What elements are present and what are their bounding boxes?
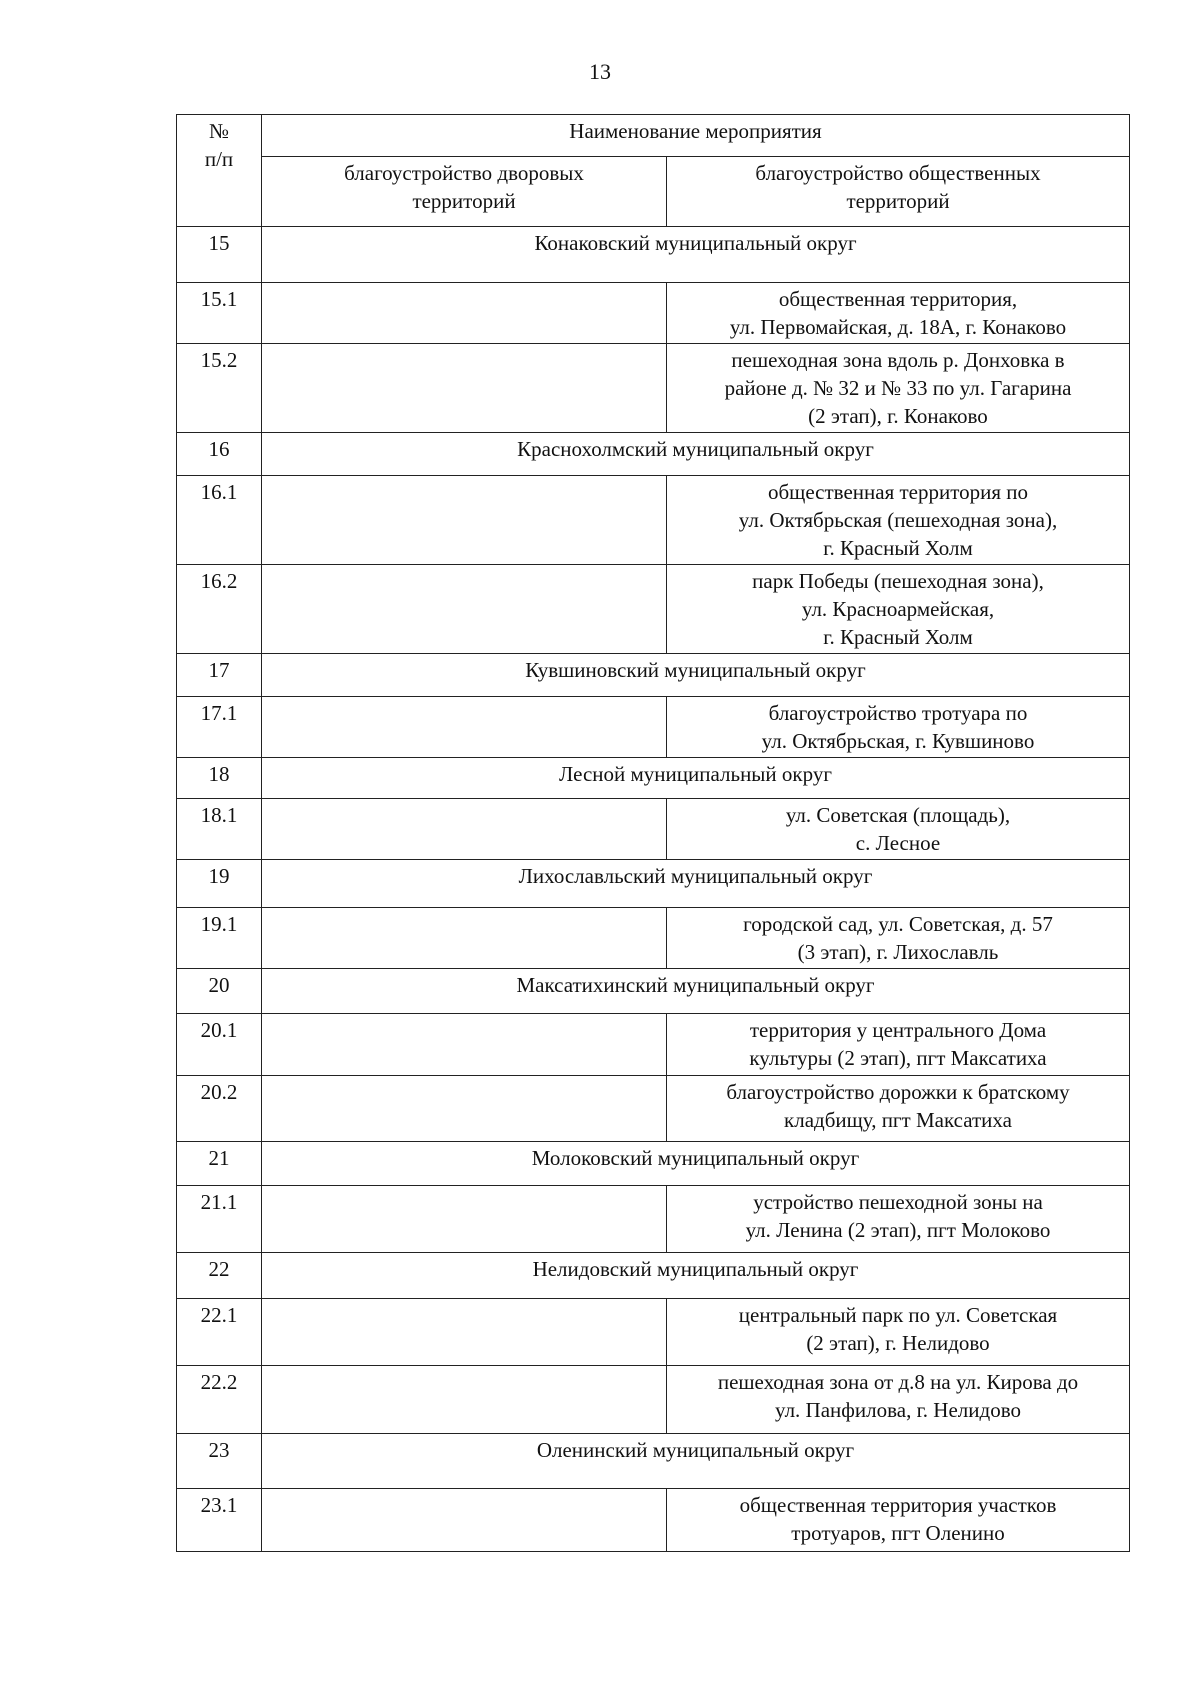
header-num-label: п/п (204, 147, 234, 171)
table-row (177, 1076, 1130, 1142)
row-number: 16.1 (177, 476, 262, 565)
yard-cell (262, 1014, 667, 1076)
header-yard-cell (262, 157, 667, 227)
table-row (177, 1186, 1130, 1253)
row-number: 20.1 (177, 1014, 262, 1076)
section-title: Конаковский муниципальный округ (262, 227, 1130, 283)
section-title: Максатихинский муниципальный округ (262, 969, 1130, 1014)
row-number: 22 (177, 1253, 262, 1299)
section-row (177, 1142, 1130, 1186)
row-number: 18.1 (177, 799, 262, 860)
public-cell-line: г. Красный Холм (823, 625, 973, 649)
page-number: 13 (589, 59, 611, 84)
row-number: 15 (177, 227, 262, 283)
public-cell-line: кладбищу, пгт Максатиха (784, 1108, 1012, 1132)
row-number: 15.2 (177, 344, 262, 433)
public-cell (667, 1186, 1130, 1253)
public-cell (667, 1489, 1130, 1552)
public-cell-line: центральный парк по ул. Советская (738, 1303, 1058, 1327)
public-cell-line: ул. Красноармейская, (801, 597, 995, 621)
row-number: 16.2 (177, 565, 262, 654)
table-row (177, 344, 1130, 433)
section-row (177, 654, 1130, 697)
row-number: 16 (177, 433, 262, 476)
row-number: 17 (177, 654, 262, 697)
yard-cell (262, 283, 667, 344)
public-cell (667, 799, 1130, 860)
header-public-label: благоустройство общественных (755, 161, 1041, 185)
public-cell-line: территория у центрального Дома (749, 1018, 1047, 1042)
section-row (177, 969, 1130, 1014)
section-row (177, 758, 1130, 799)
table-row (177, 283, 1130, 344)
table-row (177, 908, 1130, 969)
public-cell-line: (3 этап), г. Лихославль (797, 940, 999, 964)
row-number: 18 (177, 758, 262, 799)
table-row (177, 565, 1130, 654)
yard-cell (262, 1489, 667, 1552)
section-title: Молоковский муниципальный округ (262, 1142, 1130, 1186)
row-number: 17.1 (177, 697, 262, 758)
section-row (177, 433, 1130, 476)
section-row (177, 1434, 1130, 1489)
header-num-cell (177, 115, 262, 227)
table-row (177, 476, 1130, 565)
public-cell (667, 908, 1130, 969)
row-number: 23 (177, 1434, 262, 1489)
yard-cell (262, 344, 667, 433)
section-row (177, 1253, 1130, 1299)
table-row (177, 1489, 1130, 1552)
yard-cell (262, 476, 667, 565)
public-cell (667, 697, 1130, 758)
public-cell (667, 565, 1130, 654)
header-subrow (177, 157, 1130, 227)
table-row (177, 1299, 1130, 1366)
header-name-label: Наименование мероприятия (569, 119, 822, 143)
table-row (177, 799, 1130, 860)
public-cell-line: ул. Октябрьская (пешеходная зона), (738, 508, 1058, 532)
public-cell (667, 1299, 1130, 1366)
public-cell-line: общественная территория по (767, 480, 1029, 504)
public-cell-line: культуры (2 этап), пгт Максатиха (749, 1046, 1047, 1070)
public-cell-line: ул. Советская (площадь), (785, 803, 1011, 827)
table-row (177, 697, 1130, 758)
public-cell-line: (2 этап), г. Нелидово (806, 1331, 990, 1355)
public-cell-line: пешеходная зона от д.8 на ул. Кирова до (717, 1370, 1079, 1394)
section-row (177, 860, 1130, 908)
public-cell (667, 1366, 1130, 1434)
public-cell-line: с. Лесное (855, 831, 941, 855)
row-number: 22.1 (177, 1299, 262, 1366)
public-cell (667, 1014, 1130, 1076)
section-title: Лихославльский муниципальный округ (262, 860, 1130, 908)
row-number: 21.1 (177, 1186, 262, 1253)
header-yard-label: благоустройство дворовых (344, 161, 584, 185)
row-number: 22.2 (177, 1366, 262, 1434)
table-row (177, 1014, 1130, 1076)
row-number: 15.1 (177, 283, 262, 344)
yard-cell (262, 1299, 667, 1366)
header-row (177, 115, 1130, 157)
row-number: 21 (177, 1142, 262, 1186)
public-cell-line: районе д. № 32 и № 33 по ул. Гагарина (724, 376, 1072, 400)
yard-cell (262, 1186, 667, 1253)
public-cell-line: общественная территория участков (739, 1493, 1057, 1517)
public-cell (667, 476, 1130, 565)
header-num-label: № (208, 119, 230, 143)
public-cell-line: г. Красный Холм (823, 536, 973, 560)
header-yard-label: территорий (412, 189, 516, 213)
row-number: 20 (177, 969, 262, 1014)
header-name-cell (262, 115, 1130, 157)
section-title: Краснохолмский муниципальный округ (262, 433, 1130, 476)
yard-cell (262, 1076, 667, 1142)
public-cell-line: ул. Первомайская, д. 18А, г. Конаково (729, 315, 1067, 339)
public-cell-line: ул. Панфилова, г. Нелидово (775, 1398, 1021, 1422)
public-cell-line: устройство пешеходной зоны на (753, 1190, 1043, 1214)
public-cell-line: общественная территория, (778, 287, 1018, 311)
section-row (177, 227, 1130, 283)
yard-cell (262, 697, 667, 758)
section-title: Нелидовский муниципальный округ (262, 1253, 1130, 1299)
public-cell-line: тротуаров, пгт Оленино (791, 1521, 1005, 1545)
table-row (177, 1366, 1130, 1434)
public-cell-line: городской сад, ул. Советская, д. 57 (743, 912, 1053, 936)
yard-cell (262, 565, 667, 654)
table-body (177, 115, 1130, 1552)
public-cell-line: благоустройство дорожки к братскому (726, 1080, 1070, 1104)
public-cell-line: (2 этап), г. Конаково (808, 404, 988, 428)
yard-cell (262, 1366, 667, 1434)
public-cell-line: ул. Ленина (2 этап), пгт Молоково (745, 1218, 1051, 1242)
row-number: 19.1 (177, 908, 262, 969)
yard-cell (262, 799, 667, 860)
yard-cell (262, 908, 667, 969)
row-number: 20.2 (177, 1076, 262, 1142)
public-cell-line: пешеходная зона вдоль р. Донховка в (731, 348, 1065, 372)
row-number: 19 (177, 860, 262, 908)
public-cell (667, 283, 1130, 344)
header-public-cell (667, 157, 1130, 227)
public-cell-line: благоустройство тротуара по (768, 701, 1028, 725)
events-table (176, 114, 1130, 1552)
header-public-label: территорий (846, 189, 950, 213)
public-cell-line: парк Победы (пешеходная зона), (752, 569, 1044, 593)
public-cell (667, 1076, 1130, 1142)
row-number: 23.1 (177, 1489, 262, 1552)
section-title: Оленинский муниципальный округ (262, 1434, 1130, 1489)
section-title: Лесной муниципальный округ (262, 758, 1130, 799)
public-cell-line: ул. Октябрьская, г. Кувшиново (761, 729, 1035, 753)
public-cell (667, 344, 1130, 433)
section-title: Кувшиновский муниципальный округ (262, 654, 1130, 697)
